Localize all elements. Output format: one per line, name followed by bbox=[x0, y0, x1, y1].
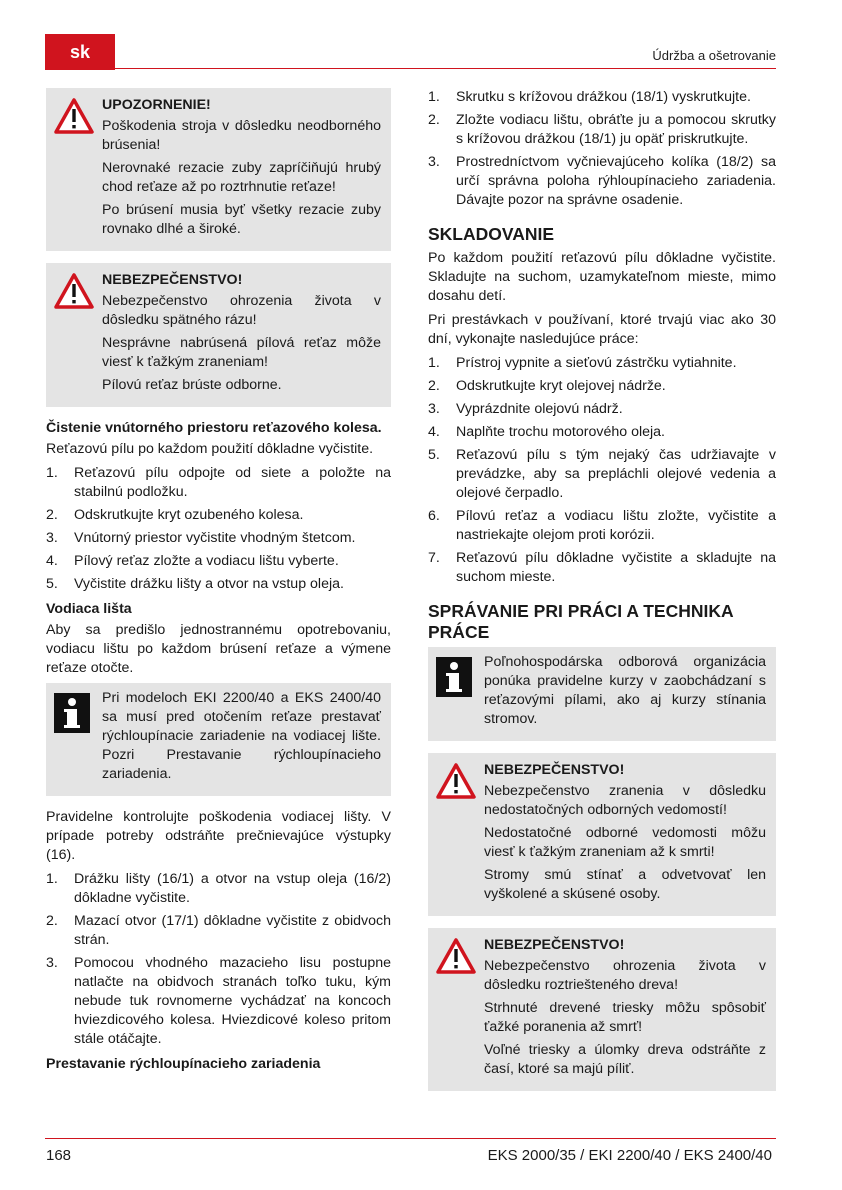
danger-text: Pílovú reťaz brúste odborne. bbox=[102, 377, 282, 393]
warning-box bbox=[46, 88, 391, 251]
info-box bbox=[428, 647, 776, 741]
warning-text: Nerovnaké rezacie zuby zapríčiňujú hrubý chod reťaze až po roztrhnutie reťaze! bbox=[102, 160, 381, 195]
danger-box bbox=[428, 753, 776, 916]
danger-title: NEBEZPEČENSTVO! bbox=[484, 937, 625, 953]
list-item: 1. Reťazovú pílu odpojte od siete a položte na stabilnú podložku. bbox=[46, 465, 391, 500]
danger-text: Nebezpečenstvo ohrozenia života v dôsledku roztriešteného dreva! bbox=[484, 958, 766, 993]
danger-text: Nebezpečenstvo ohrozenia života v dôsledku spätného rázu! bbox=[102, 293, 381, 328]
danger-text: Nedostatočné odborné vedomosti môžu viesť k ťažkým zraneniam až k smrti! bbox=[484, 825, 766, 860]
warning-text: Poškodenia stroja v dôsledku neodborného brúsenia! bbox=[102, 118, 381, 153]
section-heading: SPRÁVANIE PRI PRÁCI A TECHNIKA PRÁCE bbox=[428, 601, 733, 642]
paragraph: Aby sa predišlo jednostrannému opotrebovaniu, vodiacu lištu po každom brúsení reťaze a výmene reťaze otočte. bbox=[46, 622, 391, 676]
info-text: Poľnohospodárska odborová organizácia ponúka pravidelne kurzy v zaobchádzaní s reťazovými pílami, ako aj kurzy stínania stromov. bbox=[484, 654, 766, 727]
list-item: 3. Vnútorný priestor vyčistite vhodným štetcom. bbox=[46, 530, 356, 546]
subheading: Vodiaca lišta bbox=[46, 601, 132, 617]
list-item: 2. Odskrutkujte kryt olejovej nádrže. bbox=[428, 378, 666, 394]
list-item: 2. Mazací otvor (17/1) dôkladne vyčistite z obidvoch strán. bbox=[46, 913, 391, 948]
list-item: 1. Prístroj vypnite a sieťovú zástrčku vytiahnite. bbox=[428, 355, 737, 371]
section-heading: SKLADOVANIE bbox=[428, 224, 555, 244]
info-box bbox=[46, 683, 391, 796]
paragraph: Pravidelne kontrolujte poškodenia vodiacej lišty. V prípade potreby odstráňte prečnievajúce výstupky (16). bbox=[46, 809, 391, 863]
subheading: Čistenie vnútorného priestoru reťazového kolesa. bbox=[46, 420, 382, 436]
danger-box bbox=[46, 263, 391, 407]
list-item: 2. Odskrutkujte kryt ozubeného kolesa. bbox=[46, 507, 304, 523]
danger-text: Stromy smú stínať a odvetvovať len vyškolené a skúsené osoby. bbox=[484, 867, 766, 902]
info-text: Pri modeloch EKI 2200/40 a EKS 2400/40 sa musí pred otočením reťaze prestavať rýchloupínacie zariadenie na vodiacej lište. Pozri Prestavanie rýchloupínacieho zariadenia. bbox=[102, 690, 381, 782]
danger-box bbox=[428, 928, 776, 1091]
list-item: 3. Pomocou vhodného mazacieho lisu postupne natlačte na obidvoch stranách toľko tuku, kým nebude tuk rovnomerne vychádzať na koncoch hviezdicového kolesa. Hviezdicové koleso pritom stále otáčajte. bbox=[46, 955, 391, 1047]
warning-icon bbox=[54, 98, 94, 140]
section-title: Údržba a ošetrovanie bbox=[652, 48, 776, 63]
list-item: 1. Drážku lišty (16/1) a otvor na vstup oleja (16/2) dôkladne vyčistite. bbox=[46, 871, 391, 906]
danger-text: Nebezpečenstvo zranenia v dôsledku nedostatočných odborných vedomostí! bbox=[484, 783, 766, 818]
list-item: 1. Skrutku s krížovou drážkou (18/1) vyskrutkujte. bbox=[428, 89, 751, 105]
footer-rule bbox=[45, 1138, 776, 1139]
warning-icon bbox=[436, 763, 476, 805]
warning-text: Po brúsení musia byť všetky rezacie zuby rovnako dlhé a široké. bbox=[102, 202, 381, 237]
adjust-steps-list bbox=[428, 88, 776, 210]
paragraph: Reťazovú pílu po každom použití dôkladne vyčistite. bbox=[46, 441, 374, 457]
list-item: 3. Vyprázdnite olejovú nádrž. bbox=[428, 401, 623, 417]
list-item: 2. Zložte vodiacu lištu, obráťte ju a pomocou skrutky s krížovou drážkou (18/1) ju opäť priskrutkujte. bbox=[428, 112, 776, 147]
danger-title: NEBEZPEČENSTVO! bbox=[102, 272, 243, 288]
warning-icon bbox=[54, 273, 94, 315]
list-item: 3. Prostredníctvom vyčnievajúceho kolíka (18/2) sa určí správna poloha rýhloupínacieho zariadenia. Dávajte pozor na správne osadenie. bbox=[428, 154, 776, 208]
paragraph: Pri prestávkach v používaní, ktoré trvajú viac ako 30 dní, vykonajte nasledujúce práce: bbox=[428, 312, 776, 347]
left-column bbox=[46, 88, 391, 1076]
danger-text: Nesprávne nabrúsená pílová reťaz môže viesť k ťažkým zraneniam! bbox=[102, 335, 381, 370]
language-tab: sk bbox=[45, 34, 115, 70]
subheading: Prestavanie rýchloupínacieho zariadenia bbox=[46, 1056, 321, 1072]
clean-steps-list bbox=[46, 464, 391, 594]
paragraph: Po každom použití reťazovú pílu dôkladne vyčistite. Skladujte na suchom, uzamykateľnom mieste, mimo dosahu detí. bbox=[428, 250, 776, 304]
warning-title: UPOZORNENIE! bbox=[102, 97, 211, 113]
header-rule bbox=[45, 68, 776, 69]
danger-text: Strhnuté drevené triesky môžu spôsobiť ťažké poranenia až smrť! bbox=[484, 1000, 766, 1035]
danger-text: Voľné triesky a úlomky dreva odstráňte z časí, ktoré sa majú píliť. bbox=[484, 1042, 766, 1077]
list-item: 6. Pílovú reťaz a vodiacu lištu zložte, vyčistite a nastriekajte olejom proti korózii. bbox=[428, 508, 776, 543]
list-item: 4. Pílový reťaz zložte a vodiacu lištu vyberte. bbox=[46, 553, 339, 569]
page-number: 168 bbox=[46, 1147, 72, 1164]
list-item: 5. Reťazovú pílu s tým nejaký čas udržiavajte v prevádzke, aby sa prepláchli olejové vedenia a olejové čerpadlo. bbox=[428, 447, 776, 501]
model-names: EKS 2000/35 / EKI 2200/40 / EKS 2400/40 bbox=[487, 1147, 772, 1164]
info-icon bbox=[436, 657, 472, 703]
right-column bbox=[428, 88, 776, 1103]
danger-title: NEBEZPEČENSTVO! bbox=[484, 762, 625, 778]
list-item: 5. Vyčistite drážku lišty a otvor na vstup oleja. bbox=[46, 576, 344, 592]
warning-icon bbox=[436, 938, 476, 980]
bar-steps-list bbox=[46, 870, 391, 1049]
list-item: 4. Naplňte trochu motorového oleja. bbox=[428, 424, 665, 440]
list-item: 7. Reťazovú pílu dôkladne vyčistite a skladujte na suchom mieste. bbox=[428, 550, 776, 585]
storage-steps-list bbox=[428, 354, 776, 587]
info-icon bbox=[54, 693, 90, 739]
